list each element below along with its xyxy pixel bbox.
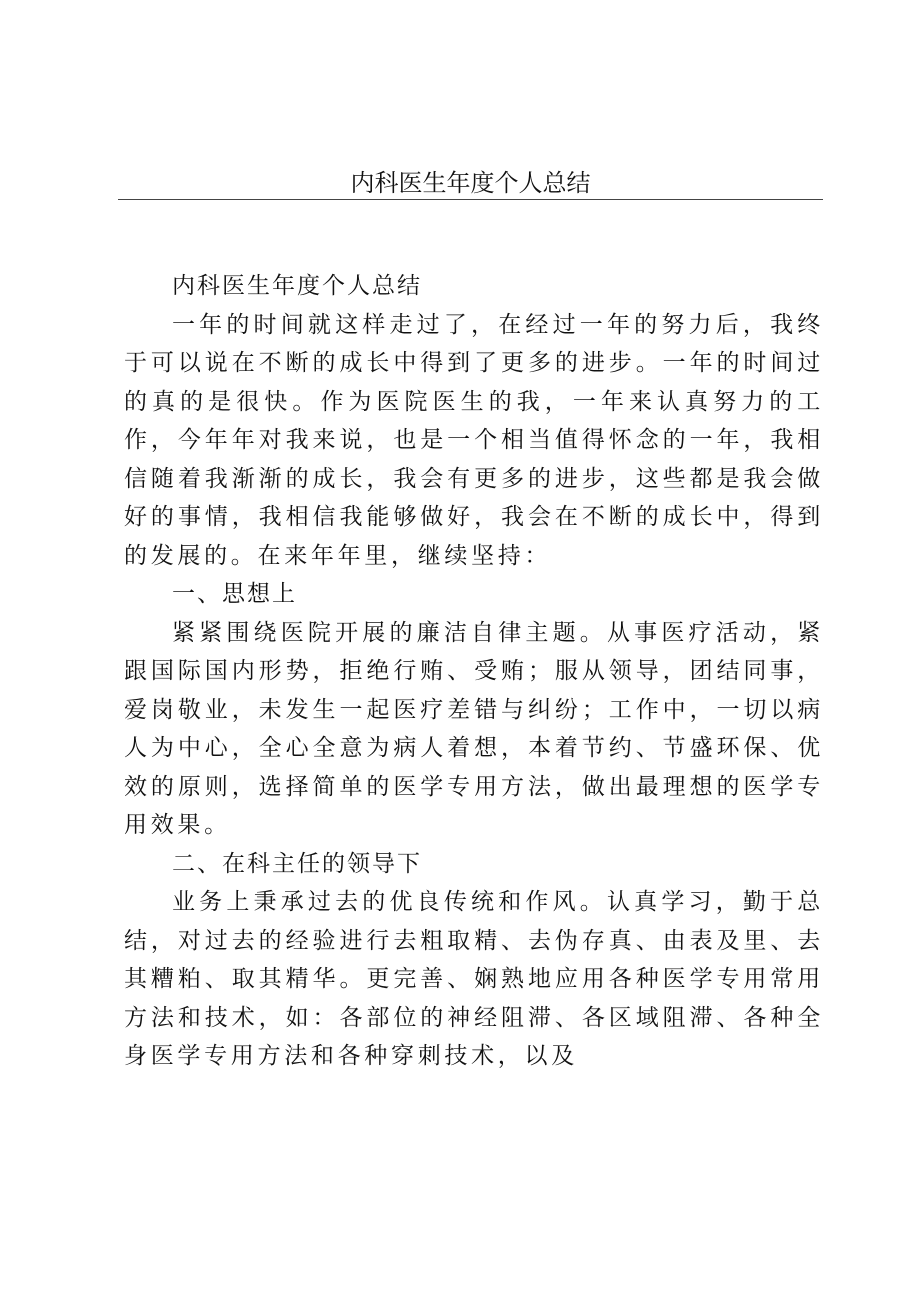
body-paragraph-thought: 紧紧围绕医院开展的廉洁自律主题。从事医疗活动，紧跟国际国内形势，拒绝行贿、受贿；服从领导，团结同事，爱岗敬业，未发生一起医疗差错与纠纷；工作中，一切以病人为中心，全心全意为病人着想，本着节约、节盛环保、优效的原则，选择简单的医学专用方法，做出最理想的医学专用效果。 (124, 619, 824, 838)
section-heading-thought: 一、思想上 (172, 581, 297, 607)
section-heading-leadership: 二、在科主任的领导下 (172, 850, 422, 877)
document-body (124, 267, 824, 1076)
body-paragraph-business: 业务上秉承过去的优良传统和作风。认真学习，勤于总结，对过去的经验进行去粗取精、去伪存真、由表及里、去其糟粕、取其精华。更完善、娴熟地应用各种医学专用常用方法和技术，如：各部位的神经阻滞、各区域阻滞、各种全身医学专用方法和各种穿刺技术，以及 (124, 889, 824, 1069)
body-paragraph-intro: 一年的时间就这样走过了，在经过一年的努力后，我终于可以说在不断的成长中得到了更多的进步。一年的时间过的真的是很快。作为医院医生的我，一年来认真努力的工作，今年年对我来说，也是一个相当值得怀念的一年，我相信随着我渐渐的成长，我会有更多的进步，这些都是我会做好的事情，我相信我能够做好，我会在不断的成长中，得到的发展的。在来年年里，继续坚持： (124, 311, 824, 569)
page-header-title: 内科医生年度个人总结 (350, 169, 591, 197)
document-title-paragraph: 内科医生年度个人总结 (172, 273, 422, 299)
header-divider (118, 199, 823, 200)
